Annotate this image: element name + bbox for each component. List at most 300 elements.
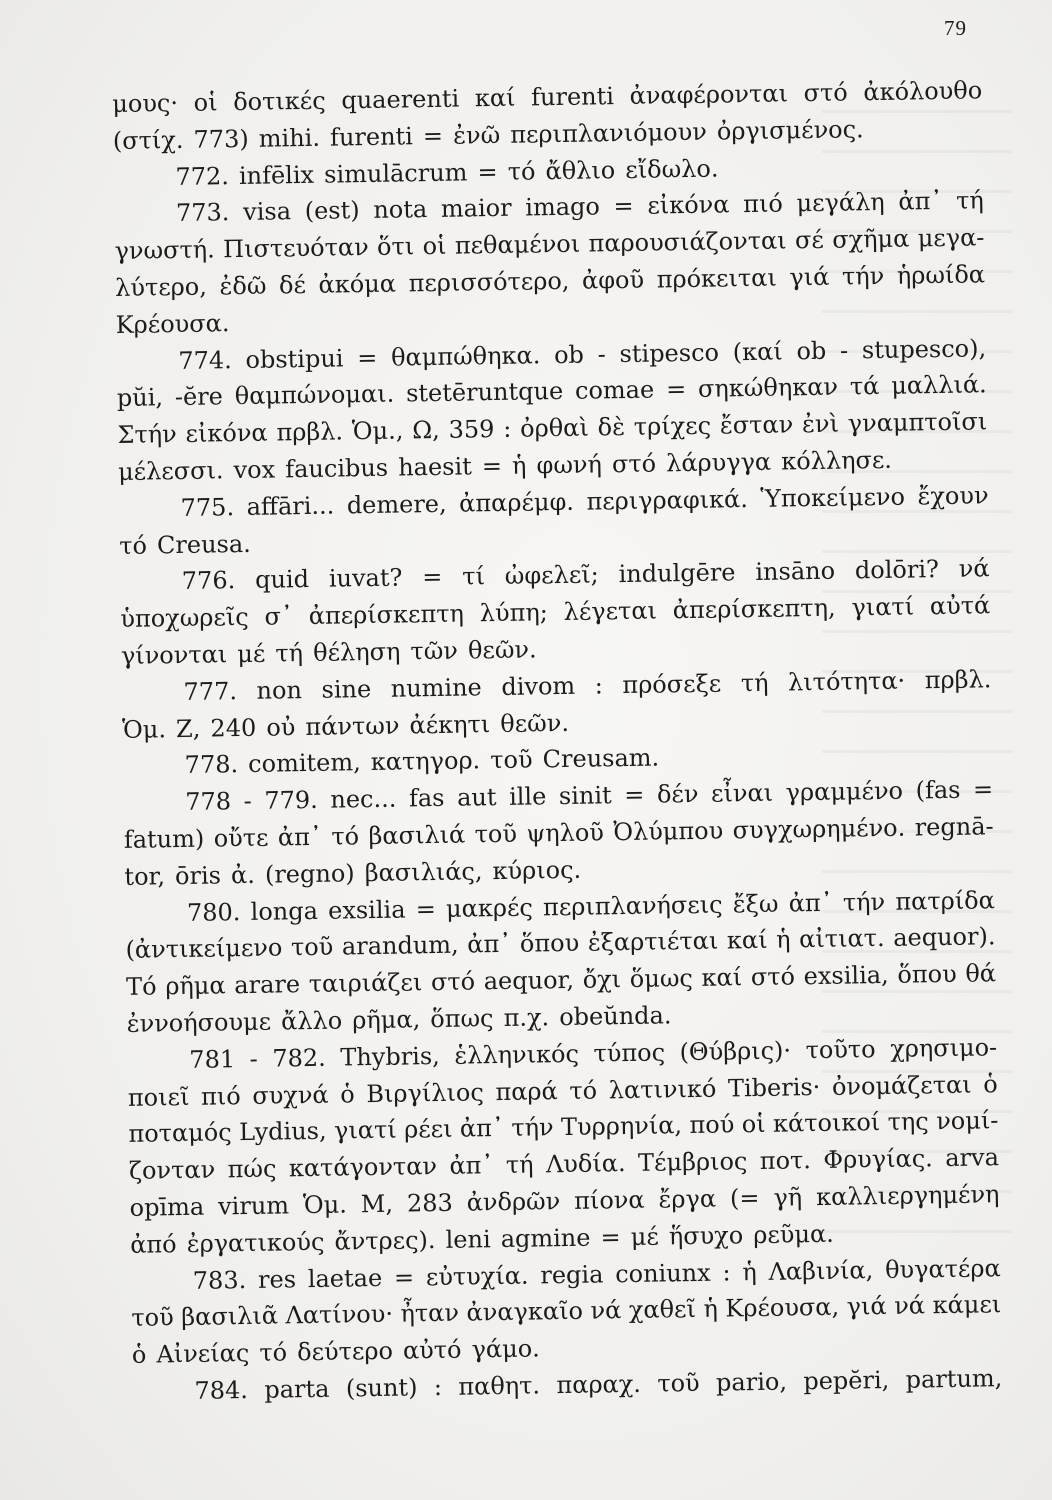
word: Λαβινία, [768,1255,874,1286]
word: καί [726,926,768,955]
word: πίονα [573,1185,645,1215]
word: δέ [278,270,307,300]
word: καί [474,83,516,113]
word: τί [462,562,486,591]
word: stetēruntque [405,377,564,408]
word: καλλιεργημένη [815,1180,1000,1211]
word: ὄχι [582,965,622,994]
word: κατάγονταν [288,1152,438,1183]
word: 784. [194,1375,249,1405]
word: vox [233,455,276,485]
word: δοτικές [233,86,326,117]
word: αὐτά [929,591,991,621]
word: πρβλ. [924,665,992,695]
word: γιά [846,1292,887,1321]
word: συγχωρημένο. [732,813,906,845]
word: γνωστή. [114,235,215,266]
word: (Θύβρις)· [679,1036,792,1066]
word: ζονταν [128,1155,216,1185]
word: στό [750,962,796,992]
word: της [887,1107,929,1137]
word: stipesco [619,338,720,368]
word: ἡ [742,1257,757,1286]
word: ὅμως [629,964,694,994]
word: nota [373,195,428,225]
word: θεῶν. [500,708,570,738]
word: γιά [789,262,830,292]
word: μέ [630,1222,659,1251]
word: ἐνὶ [801,409,840,439]
word: παθητ. [458,1371,541,1401]
word: οἱ [741,1110,766,1139]
word: βασιλιάς, [364,857,483,887]
word: partum, [905,1364,1003,1394]
word: θεῶν. [467,635,537,665]
word: quid [254,565,310,595]
word: demere, [346,489,447,520]
word: laetae [307,1263,383,1293]
word: - [249,1044,258,1073]
word: : [503,414,512,444]
word: ὁ [983,1069,998,1098]
word: γιατί [851,592,915,622]
word: εἶναι [710,778,774,808]
word: Creusa. [156,529,251,559]
word: = [357,343,378,372]
word: ρεῦμα. [753,1219,835,1249]
word: τοῦ [131,1303,174,1333]
word: Μ, [360,1189,394,1219]
word: ὅπως [430,1004,494,1034]
word: ἀπ᾽ [459,1114,505,1143]
word: 781 [189,1044,236,1074]
word: οἱ [193,88,218,117]
word: κάτοικοί [772,1108,881,1139]
word: : [594,671,604,700]
word: νά [590,1296,622,1325]
word: ἀπ᾽ [467,930,512,959]
word: ἀπ᾽ [788,888,833,918]
word: κόλλησε. [780,445,893,476]
word: παραχ. [556,1369,642,1400]
word: insāno [755,557,836,587]
word: furenti [329,122,414,152]
word: ψηλοῦ [526,818,605,848]
word: ὁ [340,1079,355,1109]
word: ἀφοῦ [581,265,645,295]
word: visa [242,197,292,227]
word: Ὁμ. [302,1190,348,1220]
word: Ὁμ. [121,714,167,744]
word: numine [390,673,482,703]
word: arva [945,1143,1000,1173]
word: coniunx [614,1258,711,1288]
word: ille [508,782,547,811]
word: αὐτό [402,1335,462,1365]
word: Πιστευόταν [222,233,369,264]
word: simulācrum [323,158,468,189]
word: τῶν [410,636,459,666]
word: agmine [500,1223,591,1253]
word: οὔτε [213,823,269,853]
word: θέληση [312,637,401,667]
word: πιό [200,1081,241,1111]
word: 773) [193,124,249,154]
word: = [393,1262,415,1292]
word: indulgēre [618,558,736,589]
word: ἀπερίσκεπτη [308,599,465,631]
word: νομί- [935,1106,999,1136]
page-number: 79 [944,16,967,40]
word: τοῦ [290,932,334,962]
word: Λατίνου· [285,1300,394,1330]
word: θαμπώνομαι. [234,379,395,411]
word: ἀπ᾽ [277,822,323,852]
word: ōris [174,861,222,890]
word: τά [849,372,880,401]
word: 776. [181,566,236,596]
word: ob [796,336,827,365]
word: Creusam. [542,743,660,774]
word: κατηγορ. [370,746,481,777]
word: 359 [448,415,495,444]
word: τοῦ [490,745,533,775]
word: τή [275,639,304,668]
word: 780. [186,897,241,927]
word: τό [259,1338,288,1367]
word: (ἀντικείμενο [125,933,283,965]
word: λέγεται [563,596,658,627]
word: divom [501,671,576,701]
word: Ζ, [175,714,201,743]
word: quaerenti [341,84,460,115]
word: ὀνομάζεται [831,1070,972,1101]
word: (στίχ. [112,125,184,155]
word: ἐξαρτιέται [587,926,719,957]
word: ἡ [511,451,527,480]
word: comitem, [247,748,361,779]
word: λάρυγγα [665,447,772,478]
word: (καί [732,337,783,366]
word: περιγραφικά. [586,484,749,516]
word: comae [574,375,655,406]
word: ρῆμα [165,971,226,1001]
word: Lydius, [238,1117,327,1147]
word: ἀπ᾽ [449,1151,494,1180]
word: πρβλ. [276,417,344,447]
word: ὅτι [376,232,415,262]
word: exsilia, [803,961,889,991]
word: συχνά [252,1080,329,1110]
word: δεύτερο [296,1336,394,1367]
word: ἐργατικούς [186,1227,325,1258]
word: γάμο. [471,1334,541,1364]
word: ταιριάζει [308,968,423,999]
word: obstipui [245,343,344,374]
word: aequor, [483,965,575,996]
word: τοῦ [474,819,518,849]
word: 778 [185,787,232,817]
word: Τέμβριος [637,1147,748,1177]
word: - [243,787,252,816]
word: τή [955,186,984,216]
word: regnā- [914,812,994,842]
word: ὑποχωρεῖς [120,603,249,634]
word: γῆ [773,1183,803,1212]
word: nec... [330,784,397,814]
word: πρόσεξε [622,669,722,699]
word: περισσότερο, [408,266,570,298]
word: ἀναφέρονται [629,79,789,110]
word: ἐδῶ [219,271,267,301]
word: ἀπαρέμφ. [458,487,575,518]
word: ἔχουν [917,481,989,511]
word: Λυδία. [545,1149,626,1179]
word: 773. [175,198,230,228]
word: μεγα- [917,223,985,253]
word: stupesco), [861,333,987,364]
word: τοῦτο [805,1034,876,1064]
word: ἡ [775,925,791,954]
word: Κρέουσα, [725,1293,840,1323]
word: γναμπτοῖσι [847,407,988,438]
word: γραμμένο [785,776,904,807]
word: τήν [841,261,885,291]
word: tor, [124,862,166,891]
word: = [600,1222,621,1252]
word: leni [445,1224,491,1254]
word: βασιλιᾶ [181,1301,279,1332]
word: ἀναγκαῖο [466,1297,584,1327]
word: ὀρθαὶ [519,413,590,443]
word: θυγατέρα [884,1253,1001,1284]
word: ἀέκητι [409,709,491,739]
word: θαμπώθηκα. [390,340,541,372]
word: τήν [842,887,886,917]
word: ἦταν [400,1299,460,1328]
word: Tiberis· [727,1072,821,1102]
word: ἀπό [129,1229,177,1259]
word: πού [689,1110,735,1140]
word: ρέει [403,1115,453,1144]
word: ob [553,340,585,369]
word: αἰτιατ. [798,924,885,954]
word: τό [118,531,148,560]
word: παρά [495,1076,558,1106]
word: τό [331,822,360,851]
word: = [422,563,443,592]
word: γιατί [333,1115,397,1145]
word: maior [440,194,512,224]
word: τύπος [593,1038,666,1068]
word: στό [611,449,657,479]
word: ποιεῖ [127,1082,190,1112]
word: Αἰνείας [156,1339,250,1369]
word: = [613,192,634,221]
word: obeŭnda. [559,1001,672,1032]
word: εἰκόνα [647,190,730,220]
word: Τό [125,972,157,1002]
word: ὅπου [519,929,580,959]
word: ἄντρες). [334,1225,436,1256]
word: οἱ [422,231,447,261]
word: μαλλιά. [891,370,987,401]
word: = [481,451,503,481]
word: ἀπ᾽ [898,187,943,217]
word: ἀκόμα [318,269,397,299]
word: μέ [237,639,266,669]
word: λύτερο, [114,272,208,302]
word: ρῆμα, [352,1005,421,1035]
word: πώς [227,1154,277,1184]
word: ἔργα [658,1184,717,1214]
word: ποταμός [128,1118,232,1149]
word: (regno) [264,859,355,889]
word: pario, [715,1367,788,1397]
word: κάμει [932,1290,1002,1320]
word: pepĕri, [803,1365,890,1396]
word: πρόκειται [656,263,778,294]
word: res [257,1264,297,1294]
word: regia [540,1259,604,1289]
word: ἔσταν [719,410,794,440]
word: 783. [192,1265,247,1295]
word: παρουσιάζονται [588,226,787,258]
word: ἡρωίδα [896,260,986,290]
word: ὅπου [897,959,957,989]
word: σχῆμα [831,224,910,254]
word: = [665,375,687,404]
word: opīma [129,1192,205,1222]
word: τρίχες [633,411,712,442]
word: λατινικό [608,1074,717,1104]
word: ἔξω [732,889,779,918]
word: arare [234,970,301,1000]
word: - [597,339,607,368]
word: faucibus [285,453,389,484]
word: infēlix [238,160,315,190]
word: 779. [264,785,319,815]
word: σηκώθηκαν [697,373,839,404]
word: 778. [184,750,239,780]
word: longa [250,896,319,926]
word: τό [569,1076,598,1105]
word: parta [264,1374,330,1404]
word: = [422,121,444,150]
word: πεθαμένοι [454,229,581,260]
word: Τυρρηνία, [560,1111,683,1142]
word: ἀκόλουθο [863,76,983,107]
word: mihi. [258,123,321,153]
word: τήν [511,1113,554,1143]
word: haesit [397,452,473,482]
word: virum [217,1191,290,1221]
word: φωνή [536,450,603,480]
word: - [839,336,849,365]
word: εὐτυχία. [425,1261,529,1291]
word: οὐ [266,712,296,742]
word: : [722,1257,731,1287]
word: aut [456,783,497,812]
word: περιπλανήσεις [542,890,723,921]
word: fas [408,784,445,813]
word: ἀπερίσκεπτη, [672,593,836,625]
word: (fas [915,775,961,805]
word: ἀ. [230,860,256,889]
word: γίνονται [120,640,228,670]
word: μέλεσσι. [117,456,224,486]
word: βασιλιά [368,820,466,850]
word: καί [701,963,743,992]
word: iuvat? [328,563,403,594]
word: ἐννοήσουμε [126,1007,272,1038]
word: arandum, [341,930,459,961]
word: νά [958,554,990,584]
word: πάντων [305,711,400,741]
word: aequor). [893,922,996,953]
word: Ω, [412,416,440,445]
word: ἀνδρῶν [466,1187,561,1217]
word: 782. [272,1043,326,1073]
word: non [256,675,303,705]
word: = [972,775,994,804]
word: σέ [794,226,825,255]
word: περιπλανιόμουν [509,117,708,149]
word: τή [740,668,769,697]
word: exsilia [327,895,406,925]
word: ἄλλο [280,1006,343,1036]
word: τή [505,1150,534,1180]
word: ἥσυχο [668,1220,744,1251]
word: pŭi, [116,383,164,413]
word: κύριος. [492,855,582,885]
word: affāri... [246,491,335,521]
word: Ὁμ., [351,416,404,446]
word: = [624,780,645,810]
word: σ᾽ [264,602,294,631]
word: θά [965,959,997,988]
word: (est) [304,196,360,226]
word: ποτ. [759,1146,812,1176]
word: Κρέουσα. [115,308,230,339]
word: νά [893,1291,926,1321]
word: imago [525,192,601,222]
word: χρησιμο- [889,1032,998,1063]
word: 775. [180,492,235,522]
word: fatum) [123,824,205,854]
word: στό [803,78,848,108]
commentary-text [112,72,1003,1410]
word: π.χ. [503,1003,550,1032]
word: Ὀλύμπου [613,816,724,847]
word: Thybris, [340,1041,441,1072]
word: ὁ [131,1340,147,1369]
word: (sunt) [345,1373,418,1403]
word: πατρίδα [895,885,995,916]
word: δέν [656,780,699,809]
word: μακρές [445,893,534,923]
word: ὠφελεῖ; [504,560,599,591]
word: Βιργίλιος [366,1077,485,1108]
word: = [415,894,437,923]
word: 240 [210,713,257,743]
word: 777. [183,676,238,706]
word: μους· [112,88,179,118]
word: sine [321,674,372,704]
word: εἴδωλο. [625,154,719,184]
word: λύπη; [479,598,549,628]
word: τοῦ [657,1368,700,1398]
